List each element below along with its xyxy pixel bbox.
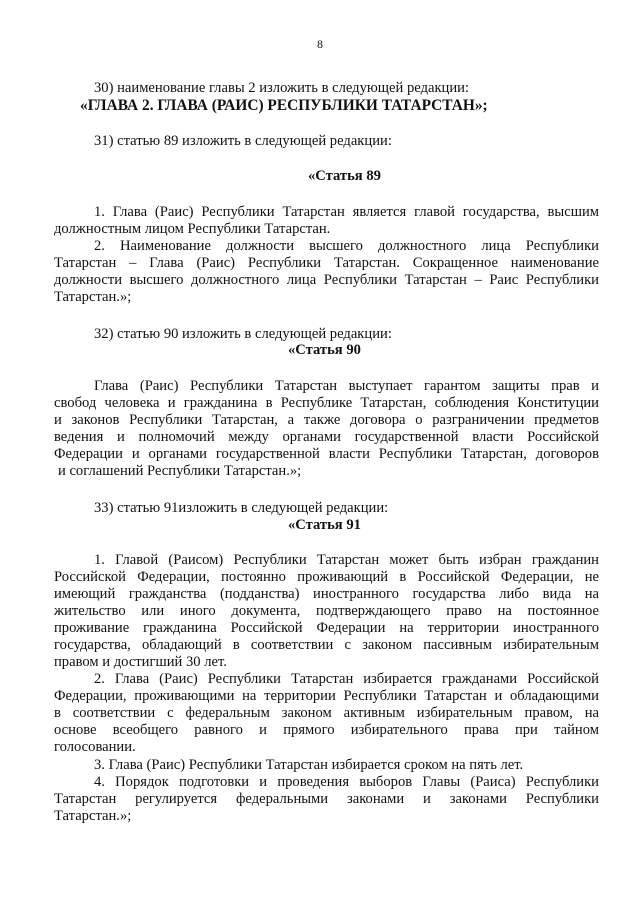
article-91-line: 2. Глава (Раис) Республики Татарстан избирается гражданами Российской [94,671,599,687]
article-91-line: 3. Глава (Раис) Республики Татарстан избирается сроком на пять лет. [94,757,524,773]
article-91-line: основе всеобщего равного и прямого избирательного права при тайном [54,722,599,738]
article-91-line: 4. Порядок подготовки и проведения выборов Главы (Раиса) Республики [94,774,599,790]
article-89-line: Татарстан.»; [54,289,132,305]
article-91-line: Татарстан.»; [54,808,132,824]
article-89-line: 2. Наименование должности высшего должностного лица Республики [94,238,599,254]
page-number: 8 [317,37,323,51]
article-91-line: правом и достигший 30 лет. [54,654,227,670]
article-90-heading: «Статья 90 [288,342,361,358]
article-90-line: свобод человека и гражданина в Республике Татарстан, соблюдения Конституции [54,395,599,411]
article-89-line: 1. Глава (Раис) Республики Татарстан является главой государства, высшим [94,204,599,220]
article-90-line: и соглашений Республики Татарстан.»; [58,463,302,479]
article-90-line: ведения и полномочий между органами государственной власти Российской [54,429,599,445]
article-91-line: Татарстан регулируется федеральными законами и законами Республики [54,791,599,807]
item-33-intro: 33) статью 91изложить в следующей редакции: [94,500,389,516]
article-91-heading: «Статья 91 [288,517,361,533]
article-89-line: Татарстан – Глава (Раис) Республики Татарстан. Сокращенное наименование [54,255,599,271]
item-32-intro: 32) статью 90 изложить в следующей редакции: [94,326,392,342]
article-91-line: Федерации, проживающими на территории Республики Татарстан и обладающими [54,688,599,704]
item-31-intro: 31) статью 89 изложить в следующей редакции: [94,133,392,149]
article-91-line: в соответствии с федеральным законом активным избирательным правом, на [54,705,599,721]
article-89-line: должности высшего должностного лица Республики Татарстан – Раис Республики [54,272,599,288]
article-91-line: Российской Федерации, постоянно проживающий в Российской Федерации, не [54,569,599,585]
article-91-line: жительство или иного документа, подтверждающего право на постоянное [54,603,599,619]
article-91-line: проживание гражданина Российской Федерации на территории иностранного [54,620,599,636]
article-89-line: должностным лицом Республики Татарстан. [54,221,331,237]
article-89-heading: «Статья 89 [308,168,381,184]
article-91-line: 1. Главой (Раисом) Республики Татарстан может быть избран гражданин [94,552,599,568]
article-91-line: государства, обладающий в соответствии с законом пассивным избирательным [54,637,599,653]
chapter-2-heading: «ГЛАВА 2. ГЛАВА (РАИС) РЕСПУБЛИКИ ТАТАРСТАН»; [80,97,488,114]
article-90-line: и законов Республики Татарстан, а также договора о разграничении предметов [54,412,599,428]
article-91-line: голосовании. [54,739,136,755]
item-30-intro: 30) наименование главы 2 изложить в следующей редакции: [94,80,470,96]
article-91-line: имеющий гражданства (подданства) иностранного государства либо вида на [54,586,599,602]
article-90-line: Федерации и органами государственной власти Республики Татарстан, договоров [54,446,599,462]
article-90-line: Глава (Раис) Республики Татарстан выступает гарантом защиты прав и [94,378,599,394]
